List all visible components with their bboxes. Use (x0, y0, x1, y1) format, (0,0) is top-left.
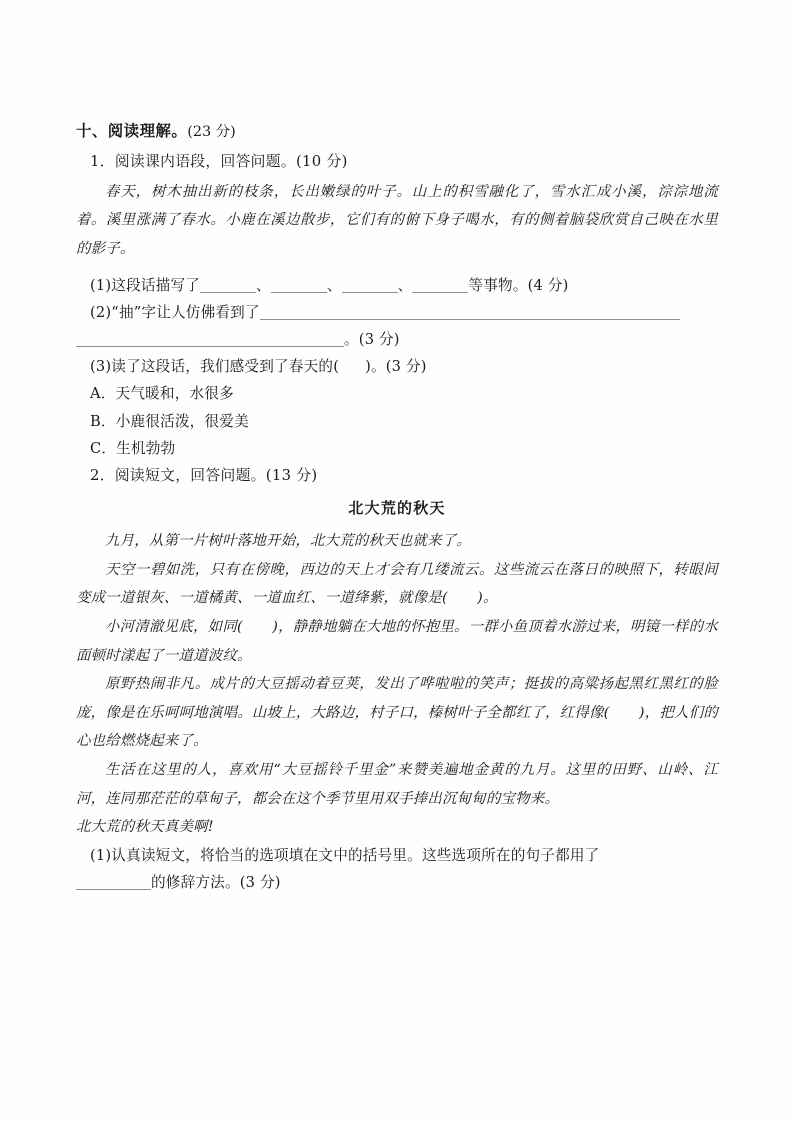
task-1-score: (10 分) (295, 153, 348, 170)
task-1-question-1-number: (1) (90, 277, 112, 295)
story-title (76, 493, 718, 523)
blank-separator-3: 、 (397, 277, 413, 295)
task-1-question-3-text-before: 读了这段话，我们感受到了春天的( (111, 358, 340, 376)
blank-separator-1: 、 (256, 277, 271, 295)
task-1-question-3-score: (3 分) (385, 358, 427, 376)
answer-blank-2-line2[interactable] (76, 331, 344, 347)
section-heading-score: (23 分) (187, 124, 236, 140)
task-1-question-1 (76, 272, 718, 299)
option-c[interactable] (76, 435, 718, 463)
task-2-line (76, 463, 718, 490)
story-paragraph-2-text: 天空一碧如洗，只有在傍晚，西边的天上才会有几缕流云。这些流云在落日的映照下，转眼间变成一道银灰、一道橘黄、一道血红、一道绛紫，就像是( )。 (76, 561, 718, 607)
story-paragraph-1 (76, 527, 718, 556)
task-1-question-2 (76, 299, 718, 326)
story-paragraph-3 (76, 613, 718, 670)
answer-blank-1d[interactable] (412, 277, 468, 293)
story-paragraph-2 (76, 556, 718, 613)
task-2-question-1-text-before: 认真读短文，将恰当的选项填在文中的括号里。这些选项所在的句子都用了 (111, 846, 600, 864)
task-2-prompt: 阅读短文，回答问题。 (114, 466, 266, 484)
task-1-question-1-text-before: 这段话描写了 (111, 277, 201, 295)
answer-blank-2-line1[interactable] (260, 304, 680, 320)
task-1-question-3-text-after: )。 (365, 358, 386, 376)
story-paragraph-4-text: 原野热闹非凡。成片的大豆摇动着豆荚，发出了哗啦啦的笑声；挺拔的高粱扬起黑红黑红的脸庞，像是在乐呵呵地演唱。山坡上，大路边，村子口，榛树叶子全都红了，红得像( )，把人们的心也给燃烧起来了。 (76, 676, 718, 750)
task-1-question-1-score: (4 分) (527, 277, 569, 295)
story-paragraph-5-text: 生活在这里的人，喜欢用“大豆摇铃千里金”来赞美遍地金黄的九月。这里的田野、山岭、江河，连同那茫茫的草甸子，都会在这个季节里用双手捧出沉甸甸的宝物来。 (76, 762, 718, 807)
task-1-question-2-continued (76, 326, 718, 353)
task-1-question-3-number: (3) (90, 358, 112, 376)
option-a[interactable] (76, 380, 718, 408)
task-1-question-3 (76, 353, 718, 380)
option-b-label: B．小鹿很活泼，很爱美 (90, 412, 249, 430)
option-a-label: A．天气暖和，水很多 (90, 385, 234, 403)
answer-blank-rhetoric[interactable] (76, 874, 151, 890)
task-2-question-1 (76, 842, 718, 869)
story-title-text: 北大荒的秋天 (348, 499, 446, 518)
task-2-question-1-text-after: 的修辞方法。 (151, 873, 240, 891)
story-paragraph-6 (76, 813, 718, 842)
task-1-question-1-text-after: 等事物。 (468, 277, 528, 295)
story-paragraph-1-text: 九月，从第一片树叶落地开始，北大荒的秋天也就来了。 (105, 533, 472, 550)
task-2-question-1-score: (3 分) (239, 873, 281, 891)
task-1-line (76, 149, 718, 176)
task-2-question-1-continued (76, 869, 718, 896)
task-1-question-2-score: (3 分) (358, 331, 400, 349)
section-heading (76, 118, 718, 146)
story-paragraph-6-text: 北大荒的秋天真美啊! (76, 819, 214, 836)
section-heading-label: 十、阅读理解。 (76, 122, 188, 140)
task-1-question-2-text-after: 。 (344, 331, 359, 349)
story-paragraph-4 (76, 670, 718, 756)
task-2-question-1-number: (1) (90, 846, 112, 864)
answer-blank-1c[interactable] (342, 277, 398, 293)
task-1-question-2-text-before: “抽”字让人仿佛看到了 (111, 304, 260, 322)
blank-separator-2: 、 (326, 277, 342, 295)
page-content (76, 118, 718, 896)
task-1-passage-paragraph (76, 178, 718, 264)
task-1-question-2-number: (2) (90, 304, 112, 322)
option-c-label: C．生机勃勃 (90, 440, 176, 458)
story-paragraph-5 (76, 756, 718, 813)
task-1-passage-text: 春天，树木抽出新的枝条，长出嫩绿的叶子。山上的积雪融化了，雪水汇成小溪，淙淙地流着。溪里涨满了春水。小鹿在溪边散步，它们有的俯下身子喝水，有的侧着脑袋欣赏自己映在水里的影子。 (76, 183, 718, 257)
option-b[interactable] (76, 408, 718, 436)
task-1-prompt: 阅读课内语段，回答问题。 (114, 153, 296, 170)
task-1-number: 1． (90, 153, 115, 170)
answer-blank-1a[interactable] (200, 277, 256, 293)
task-2-number: 2． (90, 466, 115, 484)
answer-blank-1b[interactable] (271, 277, 327, 293)
story-paragraph-3-text: 小河清澈见底，如同( )，静静地躺在大地的怀抱里。一群小鱼顶着水游过来，明镜一样的水面顿时漾起了一道道波纹。 (76, 619, 718, 664)
task-2-score: (13 分) (265, 466, 318, 484)
